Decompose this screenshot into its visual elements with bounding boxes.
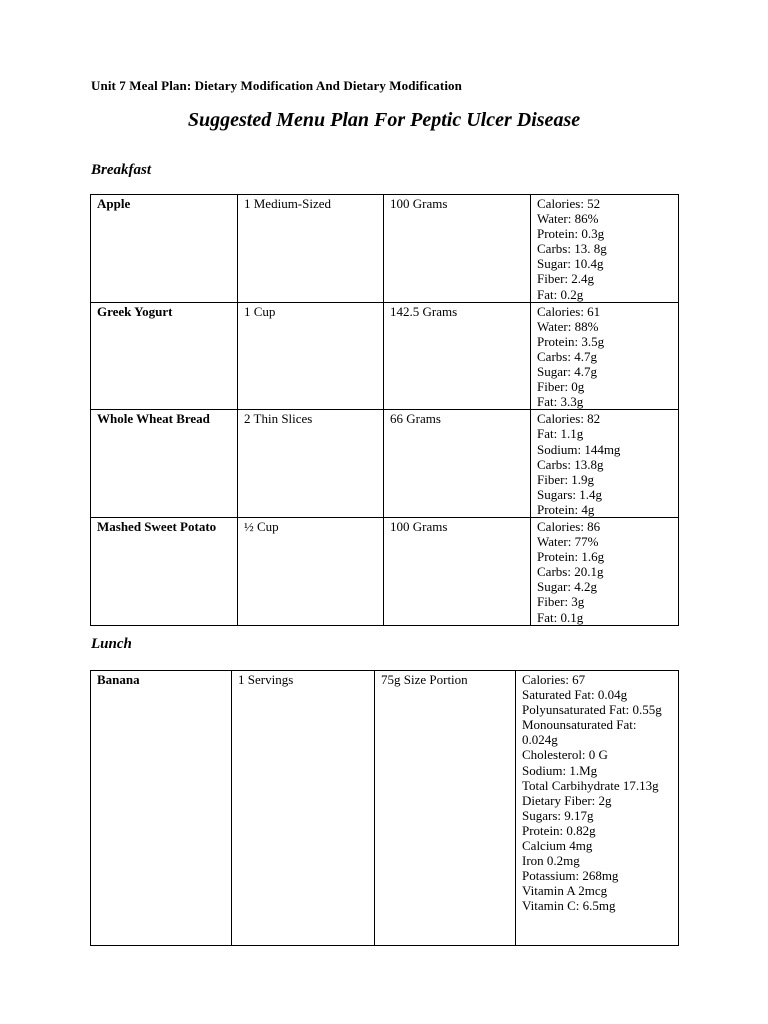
nutrition-fact: Sugar: 4.7g [537,364,597,380]
table-row [91,410,679,518]
nutrition-fact: Carbs: 13. 8g [537,241,607,257]
nutrition-fact: Fiber: 1.9g [537,471,595,487]
nutrition-fact: Fat: 1.1g [537,426,584,442]
nutrition-fact: Sodium: 1.Mg [522,762,598,778]
unit-title: Unit 7 Meal Plan: Dietary Modification And Dietary Modification [91,78,462,93]
nutrition-fact: Carbs: 20.1g [537,564,604,580]
serving-size-cell: 1 Cup [238,302,384,410]
nutrition-fact: Iron 0.2mg [522,853,580,869]
nutrition-fact: Sugar: 10.4g [537,256,604,272]
nutrition-fact: Sodium: 144mg [537,441,621,457]
food-name-cell: Mashed Sweet Potato [91,517,238,625]
nutrition-fact: Protein: 0.3g [537,226,605,242]
nutrition-fact: Water: 86% [537,211,599,227]
serving-size-cell: ½ Cup [238,517,384,625]
lunch-table [90,670,679,946]
nutrition-fact: Monounsaturated Fat: 0.024g [522,717,637,748]
food-name-cell: Whole Wheat Bread [91,410,238,518]
food-name-cell: Banana [91,671,232,946]
nutrition-fact: Protein: 3.5g [537,333,605,349]
nutrition-fact: Fiber: 2.4g [537,271,595,287]
serving-size-cell: 2 Thin Slices [238,410,384,518]
breakfast-heading: Breakfast [91,162,151,178]
nutrition-fact: Fiber: 0g [537,379,585,395]
nutrition-fact: Protein: 4g [537,501,595,517]
weight-cell: 100 Grams [384,517,531,625]
nutrition-fact: Calories: 82 [537,411,601,427]
nutrition-fact: Protein: 0.82g [522,822,596,838]
nutrition-fact: Saturated Fat: 0.04g [522,687,628,703]
weight-cell: 75g Size Portion [375,671,516,946]
nutrition-cell [516,671,679,946]
document-title: Suggested Menu Plan For Peptic Ulcer Disease [187,109,581,131]
table-row [91,302,679,410]
nutrition-fact: Calories: 86 [537,518,601,534]
nutrition-fact: Water: 88% [537,318,599,334]
lunch-table-body [91,671,679,946]
table-row [91,517,679,625]
weight-cell: 100 Grams [384,195,531,303]
weight-cell: 142.5 Grams [384,302,531,410]
nutrition-fact: Vitamin C: 6.5mg [522,898,616,914]
nutrition-fact: Calories: 61 [537,303,601,319]
weight-cell: 66 Grams [384,410,531,518]
nutrition-cell [531,302,679,410]
breakfast-table [90,194,679,626]
breakfast-table-body [91,195,679,626]
nutrition-fact: Fat: 3.3g [537,394,584,410]
nutrition-fact: Carbs: 13.8g [537,456,604,472]
nutrition-fact: Calories: 67 [522,672,586,687]
lunch-heading: Lunch [91,636,132,652]
nutrition-fact: Sugars: 1.4g [537,486,602,502]
nutrition-fact: Sugar: 4.2g [537,579,597,595]
nutrition-fact: Carbs: 4.7g [537,348,597,364]
nutrition-fact: Water: 77% [537,534,599,550]
nutrition-fact: Fat: 0.2g [537,286,584,302]
nutrition-cell [531,517,679,625]
food-name-cell: Apple [91,195,238,303]
nutrition-fact: Fiber: 3g [537,594,585,610]
nutrition-fact: Protein: 1.6g [537,549,605,565]
food-name-cell: Greek Yogurt [91,302,238,410]
nutrition-fact: Fat: 0.1g [537,609,584,625]
table-row [91,671,679,946]
nutrition-fact: Total Carbihydrate 17.13g [522,777,659,793]
nutrition-fact: Calcium 4mg [522,838,593,854]
nutrition-fact: Calories: 52 [537,196,601,211]
nutrition-fact: Dietary Fiber: 2g [522,792,612,808]
nutrition-fact: Cholesterol: 0 G [522,747,608,763]
serving-size-cell: 1 Medium-Sized [238,195,384,303]
nutrition-fact: Vitamin A 2mcg [522,883,608,899]
nutrition-fact: Sugars: 9.17g [522,807,594,823]
serving-size-cell: 1 Servings [232,671,375,946]
nutrition-cell [531,195,679,303]
nutrition-fact: Polyunsaturated Fat: 0.55g [522,702,662,718]
nutrition-cell [531,410,679,518]
table-row [91,195,679,303]
nutrition-fact: Potassium: 268mg [522,868,619,884]
